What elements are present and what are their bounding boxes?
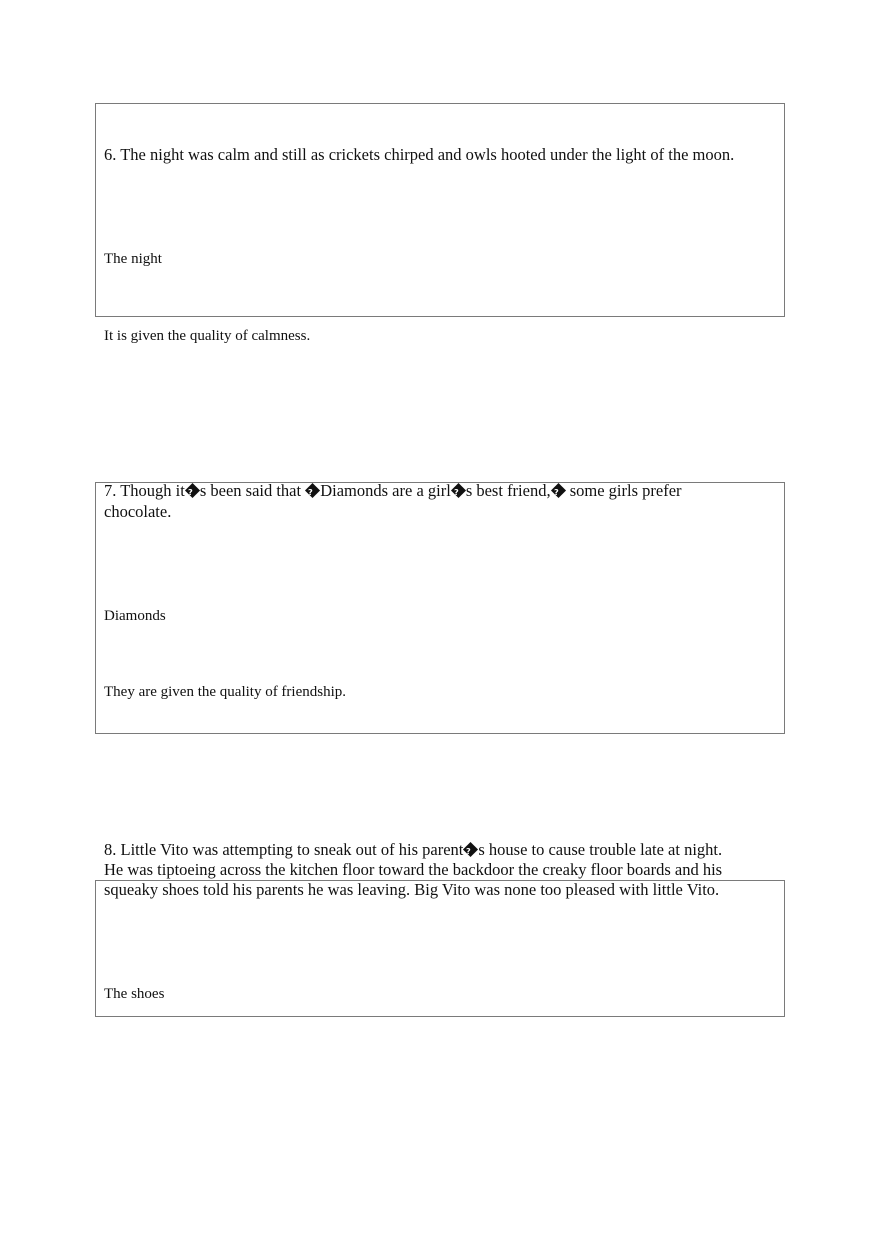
- question-7-prompt-part-4: s best friend,: [465, 481, 551, 500]
- question-6-box: [95, 103, 785, 317]
- question-6-answer-subject: The night: [104, 251, 162, 267]
- question-7-prompt-part-3: Diamonds are a girl: [320, 481, 451, 500]
- question-8-prompt-line-3: squeaky shoes told his parents he was leaving. Big Vito was none too pleased with little Vito.: [104, 880, 720, 899]
- question-6-answer-quality: It is given the quality of calmness.: [104, 328, 311, 344]
- question-7-answer-subject: Diamonds: [104, 608, 166, 624]
- question-8-answer-subject: The shoes: [104, 986, 165, 1002]
- replacement-glyph-icon: ?: [305, 483, 320, 498]
- replacement-glyph-icon: ?: [551, 483, 566, 498]
- question-7-prompt-part-1: 7. Though it: [104, 481, 185, 500]
- question-8-prompt-part-2: s house to cause trouble late at night.: [478, 840, 723, 859]
- replacement-glyph-icon: ?: [451, 483, 466, 498]
- replacement-glyph-icon: ?: [185, 483, 200, 498]
- question-8-prompt-line-1: [104, 842, 722, 859]
- question-8-box: [95, 880, 785, 1017]
- replacement-glyph-icon: ?: [463, 842, 478, 857]
- question-8-prompt-part-1: 8. Little Vito was attempting to sneak out of his parent: [104, 840, 464, 859]
- question-7-answer-quality: They are given the quality of friendship.: [104, 684, 347, 700]
- question-7-prompt-part-5: some girls prefer: [565, 481, 682, 500]
- question-6-prompt: 6. The night was calm and still as crickets chirped and owls hooted under the light of the moon.: [104, 145, 735, 164]
- question-8-prompt-line-2: He was tiptoeing across the kitchen floor toward the backdoor the creaky floor boards and his: [104, 860, 723, 879]
- question-7-prompt-part-2: s been said that: [199, 481, 306, 500]
- question-7-prompt-line-2: chocolate.: [104, 502, 172, 521]
- question-7-prompt-line-1: [104, 483, 682, 500]
